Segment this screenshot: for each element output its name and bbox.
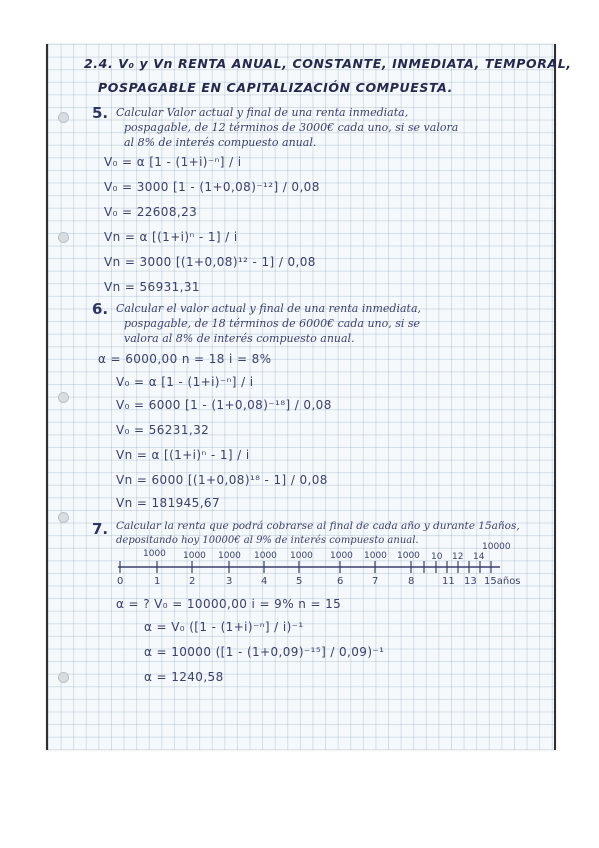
- timeline-period-label: 5: [296, 576, 303, 587]
- problem-number: 5.: [92, 104, 109, 122]
- timeline-top-label: 14: [473, 552, 485, 562]
- equation-line: V₀ = α [1 - (1+i)⁻ⁿ] / i: [104, 155, 242, 169]
- equation-line: α = 10000 ([1 - (1+0,09)⁻¹⁵] / 0,09)⁻¹: [144, 645, 385, 659]
- punch-hole: [58, 392, 69, 403]
- equation-line: V₀ = 56231,32: [116, 423, 210, 437]
- timeline-top-right-label: 10000: [482, 542, 511, 552]
- equation-line: Vn = 56931,31: [104, 280, 200, 294]
- equation-line: α = 6000,00 n = 18 i = 8%: [98, 352, 272, 366]
- timeline-period-label: 0: [117, 576, 124, 587]
- equation-line: α = V₀ ([1 - (1+i)⁻ⁿ] / i)⁻¹: [144, 620, 304, 634]
- problem-statement-line: Calcular la renta que podrá cobrarse al final de cada año y durante 15años,: [116, 520, 520, 532]
- problem-statement-line: Calcular Valor actual y final de una renta inmediata,: [116, 106, 409, 119]
- timeline-top-label: 1000: [254, 551, 277, 561]
- problem-statement-line: depositando hoy 10000€ al 9% de interés compuesto anual.: [116, 535, 419, 546]
- timeline-period-label: 8: [408, 576, 415, 587]
- timeline-top-label: 1000: [218, 551, 241, 561]
- equation-line: V₀ = α [1 - (1+i)⁻ⁿ] / i: [116, 375, 254, 389]
- equation-line: V₀ = 3000 [1 - (1+0,08)⁻¹²] / 0,08: [104, 180, 320, 194]
- timeline-top-label: 1000: [143, 549, 166, 559]
- timeline-top-label: 10: [431, 552, 443, 562]
- timeline-top-label: 1000: [397, 551, 420, 561]
- equation-line: V₀ = 6000 [1 - (1+0,08)⁻¹⁸] / 0,08: [116, 398, 332, 412]
- timeline-period-label: 2: [189, 576, 196, 587]
- timeline-top-label: 12: [452, 552, 464, 562]
- timeline-period-label: 7: [372, 576, 379, 587]
- equation-line: Vn = 6000 [(1+0,08)¹⁸ - 1] / 0,08: [116, 473, 328, 487]
- timeline-period-label: 4: [261, 576, 268, 587]
- punch-hole: [58, 512, 69, 523]
- equation-line: α = 1240,58: [144, 670, 224, 684]
- timeline-top-label: 1000: [183, 551, 206, 561]
- problem-statement-line: valora al 8% de interés compuesto anual.: [124, 332, 355, 345]
- problem-statement-line: pospagable, de 12 términos de 3000€ cada uno, si se valora: [124, 121, 459, 134]
- timeline-period-label: 11: [442, 576, 455, 587]
- timeline-top-label: 1000: [290, 551, 313, 561]
- equation-line: Vn = 3000 [(1+0,08)¹² - 1] / 0,08: [104, 255, 316, 269]
- equation-line: α = ? V₀ = 10000,00 i = 9% n = 15: [116, 597, 342, 611]
- equation-line: Vn = α [(1+i)ⁿ - 1] / i: [104, 230, 238, 244]
- equation-line: Vn = α [(1+i)ⁿ - 1] / i: [116, 448, 250, 462]
- timeline-period-label: 13: [464, 576, 477, 587]
- equation-line: V₀ = 22608,23: [104, 205, 198, 219]
- problem-number: 7.: [92, 520, 109, 538]
- problem-statement-line: Calcular el valor actual y final de una renta inmediata,: [116, 302, 421, 315]
- punch-hole: [58, 112, 69, 123]
- timeline-top-label: 1000: [364, 551, 387, 561]
- punch-hole: [58, 232, 69, 243]
- section-title-line-1: 2.4. V₀ y Vn RENTA ANUAL, CONSTANTE, INMEDIATA, TEMPORAL,: [84, 56, 572, 71]
- equation-line: Vn = 181945,67: [116, 496, 220, 510]
- problem-number: 6.: [92, 300, 109, 318]
- timeline-period-label: 6: [337, 576, 344, 587]
- timeline-top-label: 1000: [330, 551, 353, 561]
- timeline-period-label: 15años: [484, 576, 521, 587]
- timeline-period-label: 1: [154, 576, 161, 587]
- punch-hole: [58, 672, 69, 683]
- problem-statement-line: pospagable, de 18 términos de 6000€ cada uno, si se: [124, 317, 421, 330]
- problem-statement-line: al 8% de interés compuesto anual.: [124, 136, 317, 149]
- timeline-period-label: 3: [226, 576, 233, 587]
- section-title-line-2: POSPAGABLE EN CAPITALIZACIÓN COMPUESTA.: [98, 80, 453, 95]
